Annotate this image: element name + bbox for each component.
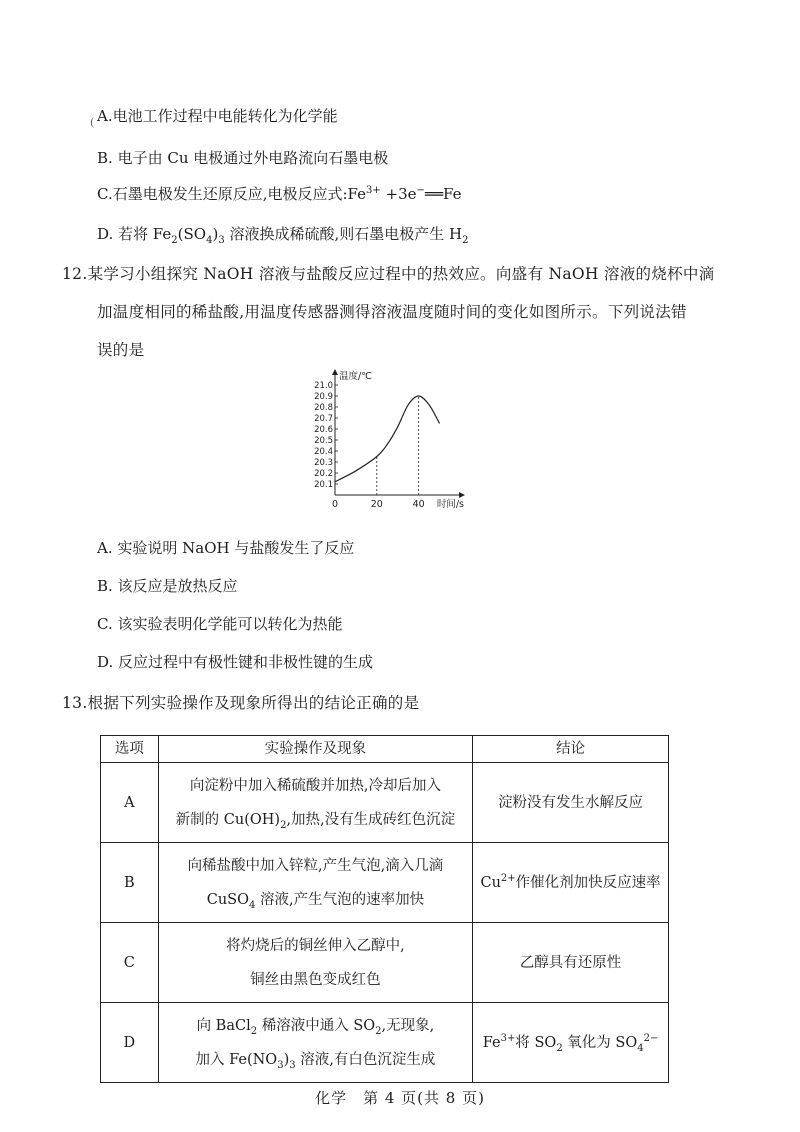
table-header-row xyxy=(101,736,669,763)
y-axis-label: 温度/℃ xyxy=(339,371,372,382)
subscript: 3 xyxy=(218,235,225,246)
q11-option-c xyxy=(97,184,461,204)
operation-line xyxy=(163,1043,468,1077)
option-cell: B xyxy=(101,843,159,923)
ion-charge: 3+ xyxy=(366,185,381,196)
y-tick-label: 20.6 xyxy=(314,425,333,435)
conclusion-cell xyxy=(473,1003,669,1083)
table-row xyxy=(101,763,669,843)
subscript: 4 xyxy=(249,899,256,911)
temperature-curve xyxy=(335,396,440,482)
operation-line xyxy=(163,1009,468,1043)
header-operation: 实验操作及现象 xyxy=(158,736,472,763)
y-tick-label: 20.3 xyxy=(314,458,333,468)
subscript: 2 xyxy=(462,235,469,246)
y-tick-label: 20.5 xyxy=(314,436,333,446)
text: ,加热,没有生成砖红色沉淀 xyxy=(286,811,456,828)
header-option: 选项 xyxy=(101,736,159,763)
operation-cell xyxy=(158,843,472,923)
operation-cell xyxy=(158,763,472,843)
x-tick-label: 0 xyxy=(331,499,339,510)
q12-stem-line-1 xyxy=(62,264,715,284)
operation-line: 铜丝由黑色变成红色 xyxy=(250,971,381,988)
subscript: 3 xyxy=(277,1059,284,1071)
option-text: D. 若将 Fe xyxy=(97,225,172,243)
question-stem: 某学习小组探究 NaOH 溶液与盐酸反应过程中的热效应。向盛有 NaOH 溶液的烧杯中滴 xyxy=(87,265,715,283)
question-number: 13. xyxy=(62,694,88,712)
operation-cell xyxy=(158,1003,472,1083)
subscript: 2 xyxy=(280,819,287,831)
subscript: 2 xyxy=(250,1025,258,1037)
text: 加入 Fe(NO xyxy=(195,1051,278,1068)
y-tick-label: 20.9 xyxy=(314,392,333,402)
q11-option-a xyxy=(97,106,338,126)
q11-option-d xyxy=(97,224,468,244)
y-tick-label: 20.2 xyxy=(314,469,333,479)
option-cell: A xyxy=(101,763,159,843)
option-text: ) xyxy=(212,225,219,243)
text: CuSO xyxy=(206,891,249,908)
q12-stem-line-2: 加温度相同的稀盐酸,用温度传感器测得溶液温度随时间的变化如图所示。下列说法错 xyxy=(97,303,687,321)
option-text: 溶液换成稀硫酸,则石墨电极产生 H xyxy=(224,225,463,243)
conclusion-cell: 乙醇具有还原性 xyxy=(473,923,669,1003)
superscript: 2− xyxy=(643,1032,659,1044)
q12-stem-line-3: 误的是 xyxy=(97,341,145,359)
conclusion-cell: 淀粉没有发生水解反应 xyxy=(473,763,669,843)
text: ,无现象, xyxy=(381,1017,435,1034)
q12-option-b: B. 该反应是放热反应 xyxy=(97,577,238,595)
q12-option-a: A. 实验说明 NaOH 与盐酸发生了反应 xyxy=(97,539,355,557)
x-axis-label: 时间/s xyxy=(436,499,464,510)
option-text: 石墨电极发生还原反应,电极反应式: xyxy=(112,185,348,203)
text: 氧化为 SO xyxy=(562,1034,638,1051)
x-tick-label: 40 xyxy=(412,499,425,510)
option-letter: C. xyxy=(97,185,113,203)
y-tick-label: 20.1 xyxy=(314,480,333,490)
subscript: 2 xyxy=(171,235,178,246)
y-tick-label: 21.0 xyxy=(314,381,333,391)
q11-option-b xyxy=(97,148,388,168)
subscript: 4 xyxy=(637,1042,644,1054)
operation-line: 将灼烧后的铜丝伸入乙醇中, xyxy=(226,937,405,954)
option-letter: B. xyxy=(97,149,113,167)
operation-line: 向淀粉中加入稀硫酸并加热,冷却后加入 xyxy=(189,777,441,794)
option-text: (SO xyxy=(177,225,207,243)
y-tick-label: 20.4 xyxy=(314,447,333,457)
temperature-time-chart xyxy=(300,371,470,518)
question-stem: 根据下列实验操作及现象所得出的结论正确的是 xyxy=(87,694,420,712)
question-number: 12. xyxy=(62,265,88,283)
text: ) xyxy=(283,1051,290,1068)
operation-line: 向稀盐酸中加入锌粒,产生气泡,滴入几滴 xyxy=(187,857,444,874)
superscript: 3+ xyxy=(500,1032,516,1044)
product: Fe xyxy=(442,185,462,203)
option-cell: D xyxy=(101,1003,159,1083)
q12-option-d: D. 反应过程中有极性键和非极性键的生成 xyxy=(97,653,374,671)
x-tick-label: 20 xyxy=(370,499,383,510)
operation-line xyxy=(163,883,468,917)
electron-term: +3e xyxy=(380,185,417,203)
y-axis-arrow xyxy=(332,369,338,375)
ion: Fe xyxy=(347,185,367,203)
electron-sign: − xyxy=(416,185,425,196)
text: 向 BaCl xyxy=(196,1017,251,1034)
operation-cell xyxy=(158,923,472,1003)
text: 作催化剂加快反应速率 xyxy=(515,874,661,891)
option-cell: C xyxy=(101,923,159,1003)
option-letter: A. xyxy=(97,107,113,125)
text: 将 SO xyxy=(515,1034,557,1051)
option-text: 电子由 Cu 电极通过外电路流向石墨电极 xyxy=(117,149,389,167)
text: Cu xyxy=(480,874,501,891)
subscript: 3 xyxy=(289,1059,296,1071)
text: 溶液,有白色沉淀生成 xyxy=(295,1051,436,1068)
q12-option-c: C. 该实验表明化学能可以转化为热能 xyxy=(97,615,343,633)
header-conclusion: 结论 xyxy=(473,736,669,763)
subscript: 2 xyxy=(556,1042,563,1054)
y-tick-label: 20.7 xyxy=(314,414,333,424)
option-text: 电池工作过程中电能转化为化学能 xyxy=(112,107,338,125)
table-row xyxy=(101,1003,669,1083)
text: 新制的 Cu(OH) xyxy=(175,811,281,828)
subscript: 4 xyxy=(206,235,213,246)
page-footer: 化学 第 4 页(共 8 页) xyxy=(315,1089,485,1107)
conclusion-cell xyxy=(473,843,669,923)
experiment-table xyxy=(100,735,669,1083)
text: 稀溶液中通入 SO xyxy=(257,1017,376,1034)
operation-line xyxy=(163,803,468,837)
q13-stem xyxy=(62,693,419,713)
table-row xyxy=(101,923,669,1003)
subscript: 2 xyxy=(375,1025,382,1037)
equation-arrow: ══ xyxy=(424,185,443,203)
superscript: 2+ xyxy=(500,872,516,884)
text: Fe xyxy=(482,1034,501,1051)
table-row xyxy=(101,843,669,923)
scan-mark: ( xyxy=(90,116,95,129)
x-axis-arrow xyxy=(459,492,465,498)
text: 溶液,产生气泡的速率加快 xyxy=(255,891,425,908)
y-tick-label: 20.8 xyxy=(314,403,333,413)
